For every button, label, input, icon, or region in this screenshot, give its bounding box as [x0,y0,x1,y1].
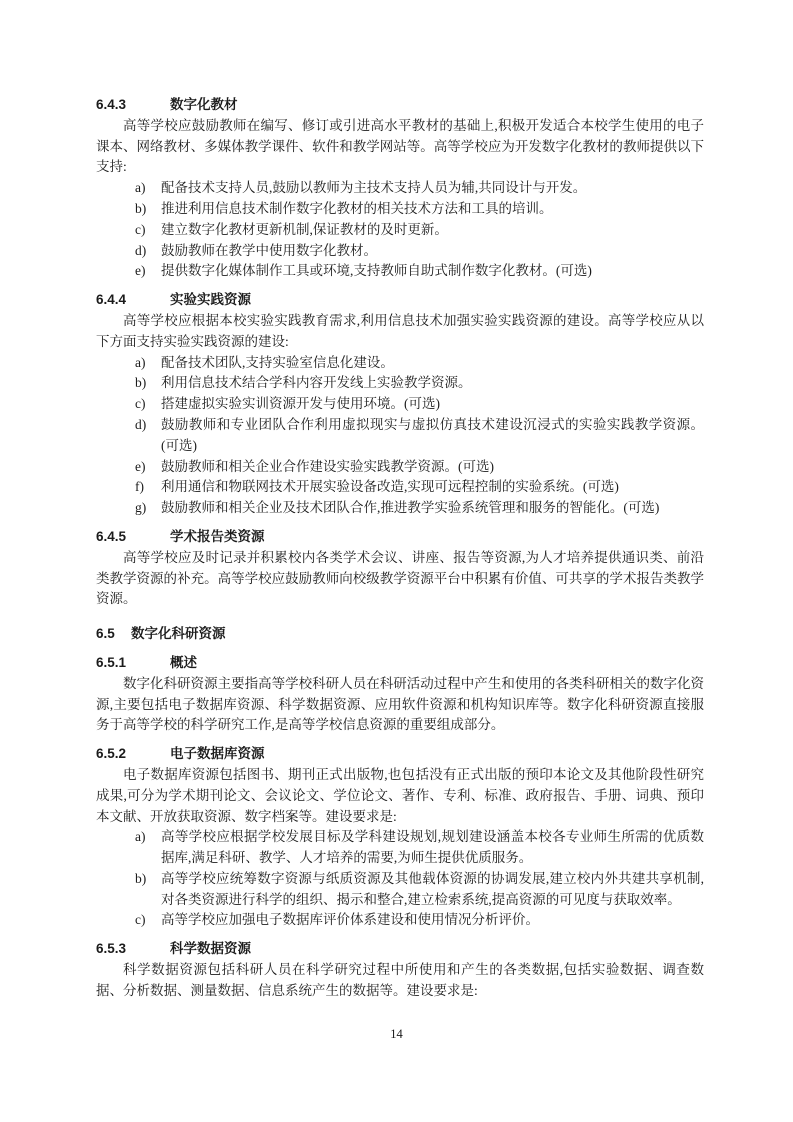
clause-number: 6.5.2 [96,746,127,762]
list-item-label: c) [135,912,146,928]
list-item [96,869,704,911]
list-item-label: c) [135,396,146,412]
clause-heading-6-4-4 [96,290,704,311]
clause-title: 概述 [170,654,197,670]
list-item-label: b) [135,375,147,391]
list-item-label: a) [135,829,146,845]
clause-number: 6.4.5 [96,528,127,544]
list-item [96,394,704,415]
list-item-text: 鼓励教师和相关企业合作建设实验实践教学资源。(可选) [161,458,494,474]
clause-heading-6-5 [96,624,704,645]
clause-number: 6.5.3 [96,941,127,957]
clause-title: 电子数据库资源 [170,746,265,762]
body-paragraph: 高等学校应根据本校实验实践教育需求,利用信息技术加强实验实践资源的建设。高等学校应从以下方面支持实验实践资源的建设: [96,312,704,349]
page-content [96,95,704,1002]
list-item-label: a) [135,354,146,370]
page-number: 14 [390,1027,403,1041]
list-item-text: 鼓励教师在教学中使用数字化教材。 [161,242,377,258]
clause-title: 数字化教材 [170,97,238,112]
list-item-label: e) [135,263,146,279]
body-paragraph: 科学数据资源包括科研人员在科学研究过程中所使用和产生的各类数据,包括实验数据、调查数据、分析数据、测量数据、信息系统产生的数据等。建设要求是: [96,962,704,998]
clause-list [96,178,704,282]
body-paragraph: 高等学校应及时记录并积累校内各类学术会议、讲座、报告等资源,为人才培养提供通识类、前沿类教学资源的补充。高等学校应鼓励教师向校级教学资源平台中积累有价值、可共享的学术报告类教学资源。 [96,549,704,607]
list-item-label: c) [135,221,146,237]
list-item-text: 配备技术团队,支持实验室信息化建设。 [161,354,394,370]
list-item-text: 推进利用信息技术制作数字化教材的相关技术方法和工具的培训。 [161,200,553,216]
clause-number: 6.5.1 [96,654,127,670]
clause-list [96,827,704,931]
list-item-label: b) [135,200,147,216]
list-item [96,261,704,282]
list-item-label: f) [135,479,144,495]
list-item-text: 搭建虚拟实验实训资源开发与使用环境。(可选) [161,396,440,412]
clause-number: 6.5 [96,626,115,642]
list-item [96,415,704,457]
clause-heading-6-4-3 [96,95,704,116]
list-item-label: d) [135,242,147,258]
list-item [96,477,704,498]
list-item-label: d) [135,416,147,432]
list-item-label: e) [135,458,146,474]
clause-number: 6.4.3 [96,97,127,112]
list-item [96,220,704,241]
list-item [96,241,704,262]
list-item-label: g) [135,500,147,516]
body-paragraph: 数字化科研资源主要指高等学校科研人员在科研活动过程中产生和使用的各类科研相关的数字化资源,主要包括电子数据库资源、科学数据资源、应用软件资源和机构知识库等。数字化科研资源直接服务于高等学校的科学研究工作,是高等学校信息资源的重要组成部分。 [96,675,704,733]
list-item-text: 高等学校应加强电子数据库评价体系建设和使用情况分析评价。 [161,912,539,928]
clause-title: 实验实践资源 [170,292,251,308]
list-item-text: 鼓励教师和专业团队合作利用虚拟现实与虚拟仿真技术建设沉浸式的实验实践教学资源。(可选) [161,416,704,453]
clause-number: 6.4.4 [96,292,127,308]
list-item-text: 高等学校应统筹数字资源与纸质资源及其他载体资源的协调发展,建立校内外共建共享机制,对各类资源进行科学的组织、揭示和整合,建立检索系统,提高资源的可见度与获取效率。 [161,870,704,907]
body-paragraph: 高等学校应鼓励教师在编写、修订或引进高水平教材的基础上,积极开发适合本校学生使用的电子课本、网络教材、多媒体教学课件、软件和教学网站等。高等学校应为开发数字化教材的教师提供以下支持: [96,117,704,175]
list-item [96,457,704,478]
list-item-text: 建立数字化教材更新机制,保证教材的及时更新。 [161,221,448,237]
list-item-text: 利用信息技术结合学科内容开发线上实验教学资源。 [161,375,472,391]
clause-title: 数字化科研资源 [131,626,226,642]
list-item-text: 提供数字化媒体制作工具或环境,支持教师自助式制作数字化教材。(可选) [161,263,592,279]
list-item [96,199,704,220]
list-item [96,910,704,931]
list-item [96,353,704,374]
list-item [96,498,704,519]
body-paragraph: 电子数据库资源包括图书、期刊正式出版物,也包括没有正式出版的预印本论文及其他阶段性研究成果,可分为学术期刊论文、会议论文、学位论文、著作、专利、标准、政府报告、手册、词典、预印本文献、开放获取资源、数字档案等。建设要求是: [96,766,704,824]
clause-title: 学术报告类资源 [170,528,265,544]
clause-heading-6-4-5 [96,527,704,548]
list-item [96,827,704,869]
list-item-text: 高等学校应根据学校发展目标及学科建设规划,规划建设涵盖本校各专业师生所需的优质数据库,满足科研、教学、人才培养的需要,为师生提供优质服务。 [161,829,704,866]
clause-heading-6-5-1 [96,653,704,674]
clause-list [96,353,704,519]
list-item-text: 鼓励教师和相关企业及技术团队合作,推进教学实验系统管理和服务的智能化。(可选) [161,500,660,516]
list-item-text: 配备技术支持人员,鼓励以教师为主技术支持人员为辅,共同设计与开发。 [161,180,587,196]
clause-heading-6-5-2 [96,744,704,765]
clause-heading-6-5-3 [96,939,704,960]
list-item-label: b) [135,870,147,886]
clause-title: 科学数据资源 [170,941,251,957]
list-item-label: a) [135,180,146,196]
list-item [96,178,704,199]
list-item [96,373,704,394]
list-item-text: 利用通信和物联网技术开展实验设备改造,实现可远程控制的实验系统。(可选) [161,479,619,495]
